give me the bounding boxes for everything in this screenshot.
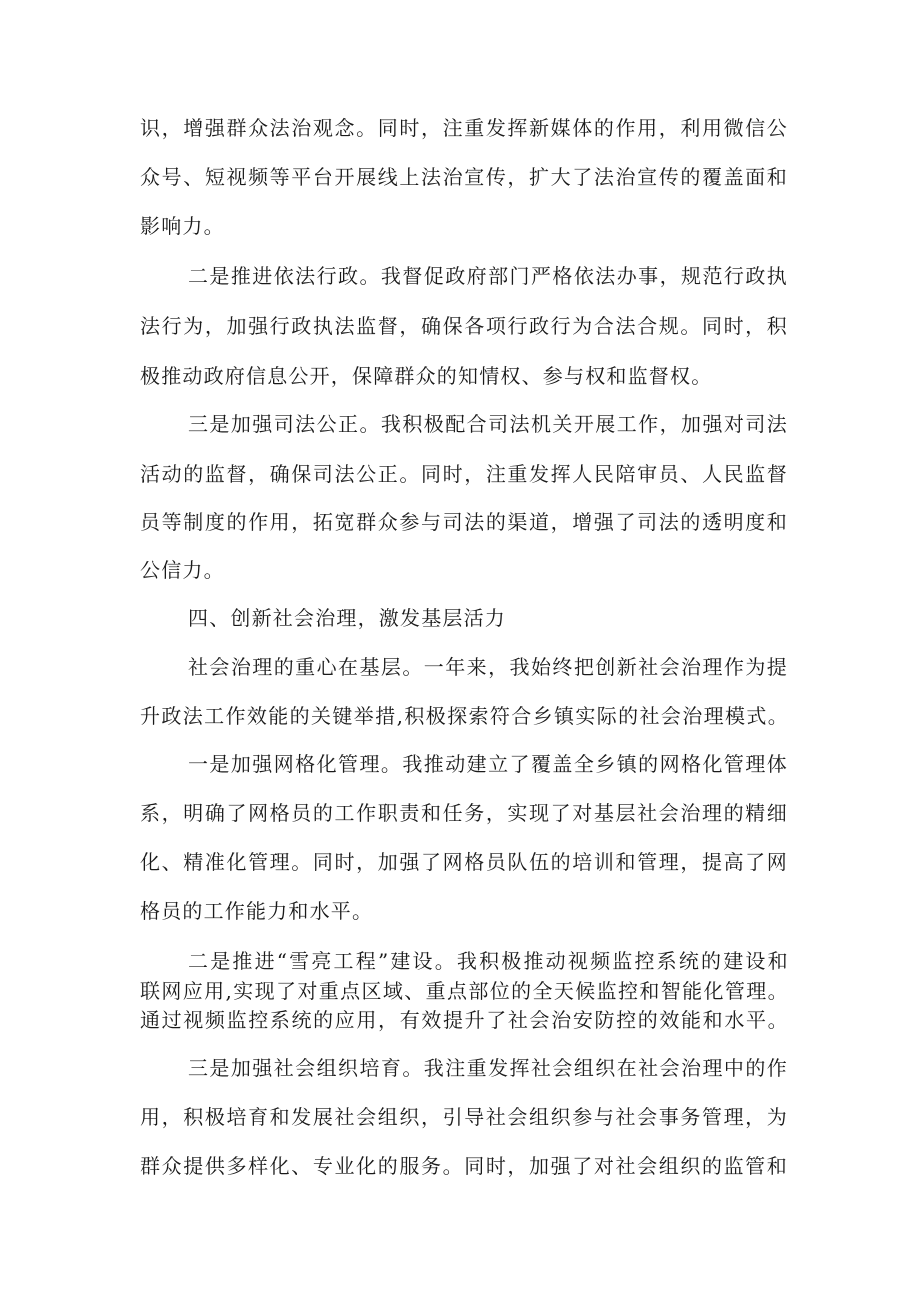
paragraph-line: 用，积极培育和发展社会组织，引导社会组织参与社会事务管理，为	[140, 1105, 788, 1129]
paragraph-line: 化、精准化管理。同时，加强了网格员队伍的培训和管理，提高了网	[140, 850, 788, 874]
paragraph-line: 系，明确了网格员的工作职责和任务，实现了对基层社会治理的精细	[140, 801, 788, 825]
paragraph-line: 三是加强社会组织培育。我注重发挥社会组织在社会治理中的作	[188, 1056, 788, 1080]
paragraph-line: 通过视频监控系统的应用，有效提升了社会治安防控的效能和水平。	[140, 1008, 788, 1032]
paragraph-line: 法行为，加强行政执法监督，确保各项行政行为合法合规。同时，积	[140, 314, 788, 338]
paragraph-line: 员等制度的作用，拓宽群众参与司法的渠道，增强了司法的透明度和	[140, 510, 788, 534]
paragraph-line: 极推动政府信息公开，保障群众的知情权、参与权和监督权。	[140, 364, 713, 388]
paragraph-line: 二是推进依法行政。我督促政府部门严格依法办事，规范行政执	[188, 264, 788, 288]
paragraph-line: 三是加强司法公正。我积极配合司法机关开展工作，加强对司法	[188, 412, 788, 436]
paragraph-line: 影响力。	[140, 214, 225, 238]
paragraph-line: 群众提供多样化、专业化的服务。同时，加强了对社会组织的监管和	[140, 1154, 788, 1178]
paragraph-line: 活动的监督，确保司法公正。同时，注重发挥人民陪审员、人民监督	[140, 462, 788, 486]
paragraph-line: 一是加强网格化管理。我推动建立了覆盖全乡镇的网格化管理体	[188, 752, 788, 776]
paragraph-line: 格员的工作能力和水平。	[140, 899, 374, 923]
paragraph-line: 社会治理的重心在基层。一年来，我始终把创新社会治理作为提	[188, 655, 788, 679]
paragraph-line: 升政法工作效能的关键举措,积极探索符合乡镇实际的社会治理模式。	[140, 704, 788, 728]
paragraph-line: 公信力。	[140, 558, 225, 582]
paragraph-line: 联网应用,实现了对重点区域、重点部位的全天候监控和智能化管理。	[140, 979, 788, 1003]
section-heading: 四、创新社会治理，激发基层活力	[188, 606, 506, 630]
paragraph-line: 识，增强群众法治观念。同时，注重发挥新媒体的作用，利用微信公	[140, 116, 788, 140]
paragraph-line: 众号、短视频等平台开展线上法治宣传，扩大了法治宣传的覆盖面和	[140, 165, 788, 189]
paragraph-line: 二是推进“雪亮工程”建设。我积极推动视频监控系统的建设和	[188, 949, 788, 973]
